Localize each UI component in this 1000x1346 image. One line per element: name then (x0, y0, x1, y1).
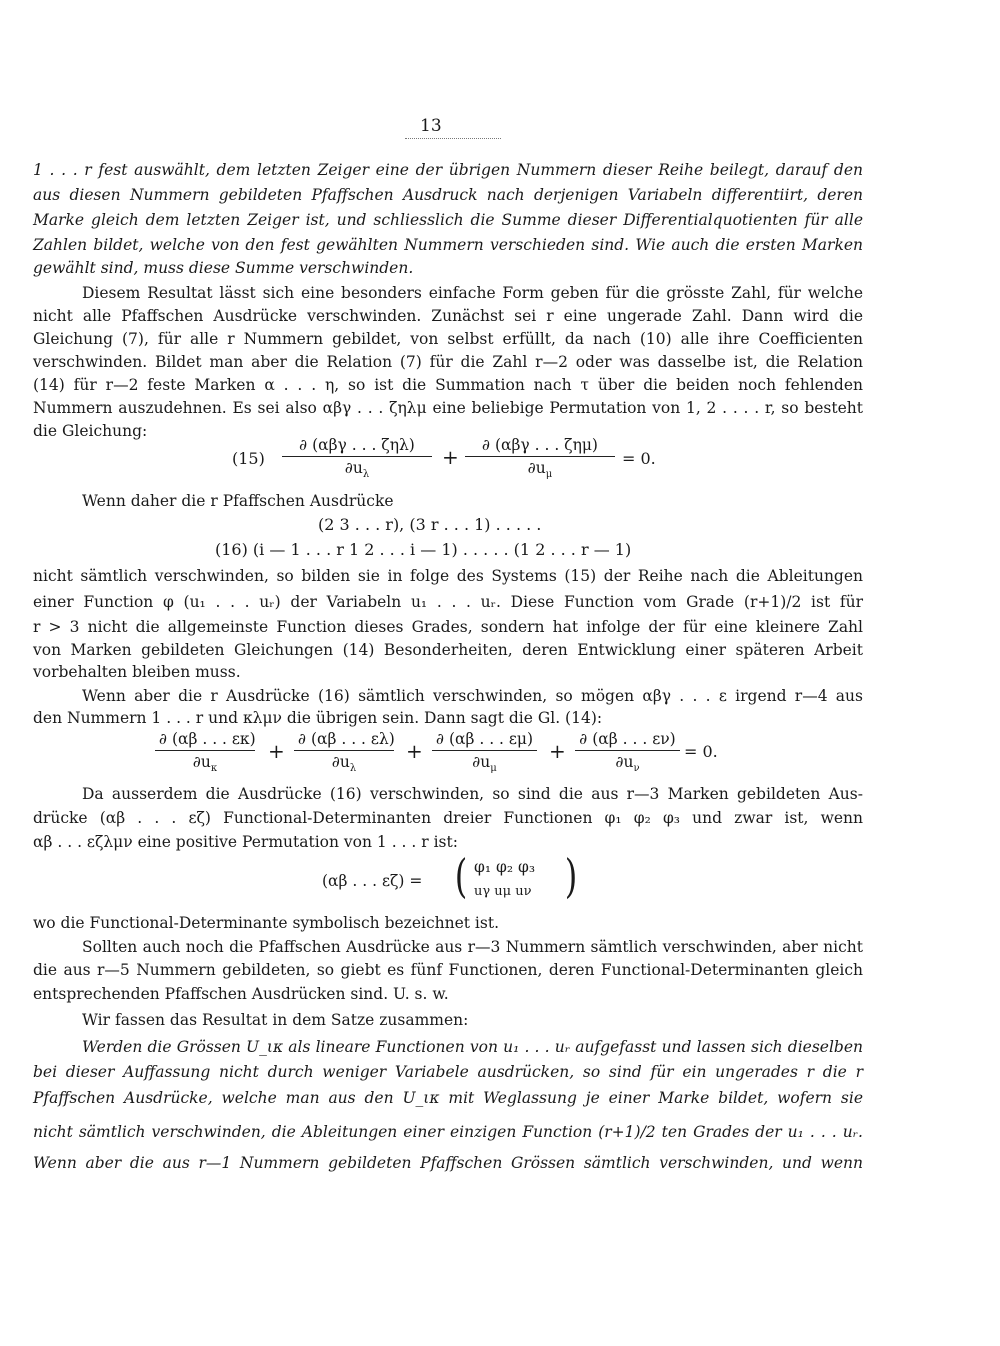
plus-sign: + (406, 739, 423, 763)
denominator-text: ∂u (472, 753, 491, 771)
text-line: einer Function φ (u₁ . . . uᵣ) der Variabeln u₁ . . . uᵣ. Diese Function vom Grade (r+1)/2 ist für (33, 593, 863, 611)
plus-sign: + (549, 739, 566, 763)
equation-rhs: = 0. (622, 449, 656, 468)
plus-sign: + (442, 445, 459, 469)
text-line: Pfaffschen Ausdrücke, welche man aus den U_ικ mit Weglassung je einer Marke bildet, wofern sie (33, 1089, 863, 1107)
equation-line: (16) (i — 1 . . . r 1 2 . . . i — 1) . . . . . (1 2 . . . r — 1) (215, 540, 632, 559)
determinant-bottom-row: uγ uμ uν (474, 884, 532, 899)
equation-rhs: = 0. (684, 742, 718, 761)
header-rule (405, 138, 501, 139)
denominator-subscript: κ (210, 763, 218, 775)
plus-sign: + (268, 739, 285, 763)
fraction-denominator (575, 751, 680, 774)
text-line: bei dieser Auffassung nicht durch weniger Variabele ausdrücken, so sind für ein ungerades r die r (33, 1063, 863, 1081)
right-paren: ) (564, 849, 578, 903)
text-line: Da ausserdem die Ausdrücke (16) verschwinden, so sind die aus r—3 Marken gebildeten Aus- (82, 785, 863, 803)
equation-fraction (282, 436, 432, 480)
equation-fraction (465, 436, 615, 480)
text-line: gewählt sind, muss diese Summe verschwinden. (33, 259, 414, 277)
fraction-numerator: ∂ (αβγ . . . ζημ) (465, 436, 615, 457)
text-line: Gleichung (7), für alle r Nummern gebildet, von selbst erfüllt, da nach (10) alle ihre Coefficienten (33, 330, 863, 348)
text-line: 1 . . . r fest auswählt, dem letzten Zeiger eine der übrigen Nummern dieser Reihe beilegt, darauf den (33, 161, 863, 179)
text-line: Wenn aber die r Ausdrücke (16) sämtlich verschwinden, so mögen αβγ . . . ε irgend r—4 aus (82, 687, 863, 705)
fraction-numerator: ∂ (αβ . . . εν) (575, 730, 680, 751)
text-line: Werden die Grössen U_ικ als lineare Functionen von u₁ . . . uᵣ aufgefasst und lassen sich dieselben (82, 1038, 863, 1056)
text-line: wo die Functional-Determinante symbolisch bezeichnet ist. (33, 914, 499, 932)
text-line: entsprechenden Pfaffschen Ausdrücken sind. U. s. w. (33, 985, 449, 1003)
text-line: vorbehalten bleiben muss. (33, 663, 241, 681)
fraction-numerator: ∂ (αβ . . . ελ) (294, 730, 394, 751)
fraction-denominator (465, 457, 615, 480)
text-line: Wir fassen das Resultat in dem Satze zusammen: (82, 1011, 469, 1029)
fraction-numerator: ∂ (αβ . . . εμ) (432, 730, 537, 751)
equation-label: (15) (232, 449, 265, 468)
text-line: verschwinden. Bildet man aber die Relation (7) für die Zahl r—2 oder was dasselbe ist, die Relation (33, 353, 863, 371)
fraction-denominator (282, 457, 432, 480)
text-line: von Marken gebildeten Gleichungen (14) Besonderheiten, deren Entwicklung einer späteren Arbeit (33, 641, 863, 659)
denominator-text: ∂u (331, 753, 350, 771)
page-number: 13 (420, 116, 442, 136)
denominator-text: ∂u (615, 753, 634, 771)
text-line: nicht sämtlich verschwinden, so bilden sie in folge des Systems (15) der Reihe nach die Ableitungen (33, 567, 863, 585)
denominator-subscript: λ (362, 469, 370, 481)
denominator-subscript: ν (633, 763, 640, 775)
equation-line: (2 3 . . . r), (3 r . . . 1) . . . . . (318, 515, 542, 534)
fraction-denominator (432, 751, 537, 774)
denominator-text: ∂u (192, 753, 211, 771)
fraction-numerator: ∂ (αβ . . . εκ) (155, 730, 255, 751)
text-line: Sollten auch noch die Pfaffschen Ausdrücke aus r—3 Nummern sämtlich verschwinden, aber nicht (82, 938, 863, 956)
text-line: Wenn aber die aus r—1 Nummern gebildeten Pfaffschen Grössen sämtlich verschwinden, und wenn (33, 1154, 863, 1172)
text-line: Marke gleich dem letzten Zeiger ist, und schliesslich die Summe dieser Differentialquotienten für alle (33, 211, 863, 229)
text-line: (14) für r—2 feste Marken α . . . η, so ist die Summation nach τ über die beiden noch fehlenden (33, 376, 863, 394)
determinant-top-row: φ₁ φ₂ φ₃ (474, 858, 536, 876)
denominator-text: ∂u (344, 459, 363, 477)
denominator-text: ∂u (527, 459, 546, 477)
denominator-subscript: λ (349, 763, 357, 775)
fraction-denominator (155, 751, 255, 774)
denominator-subscript: μ (490, 763, 497, 775)
equation-fraction (294, 730, 394, 774)
left-paren: ( (454, 849, 468, 903)
text-line: αβ . . . εζλμν eine positive Permutation von 1 . . . r ist: (33, 833, 458, 851)
text-line: die aus r—5 Nummern gebildeten, so giebt es fünf Functionen, deren Functional-Determinanten gleich (33, 961, 863, 979)
equation-fraction (575, 730, 680, 774)
denominator-subscript: μ (545, 469, 553, 481)
text-line: r > 3 nicht die allgemeinste Function dieses Grades, sondern hat infolge der für eine kleinere Zahl (33, 618, 863, 636)
fraction-denominator (294, 751, 394, 774)
text-line: nicht alle Pfaffschen Ausdrücke verschwinden. Zunächst sei r eine ungerade Zahl. Dann wird die (33, 307, 863, 325)
determinant-lhs: (αβ . . . εζ) = (322, 872, 423, 890)
text-line: Diesem Resultat lässt sich eine besonders einfache Form geben für die grösste Zahl, für welche (82, 284, 863, 302)
text-line: Wenn daher die r Pfaffschen Ausdrücke (82, 492, 394, 510)
equation-fraction (155, 730, 255, 774)
text-line: Nummern auszudehnen. Es sei also αβγ . . . ζηλμ eine beliebige Permutation von 1, 2 . . . . r, so besteht (33, 399, 863, 417)
text-line: Zahlen bildet, welche von den fest gewählten Nummern verschieden sind. Wie auch die ersten Marken (33, 236, 863, 254)
text-line: aus diesen Nummern gebildeten Pfaffschen Ausdruck nach derjenigen Variabeln differentiirt, deren (33, 186, 863, 204)
text-line: die Gleichung: (33, 422, 148, 440)
fraction-numerator: ∂ (αβγ . . . ζηλ) (282, 436, 432, 457)
text-line: nicht sämtlich verschwinden, die Ableitungen einer einzigen Function (r+1)/2 ten Grades der u₁ . . . uᵣ. (33, 1123, 863, 1141)
equation-fraction (432, 730, 537, 774)
text-line: den Nummern 1 . . . r und κλμν die übrigen sein. Dann sagt die Gl. (14): (33, 709, 603, 727)
text-line: drücke (αβ . . . εζ) Functional-Determinanten dreier Functionen φ₁ φ₂ φ₃ und zwar ist, wenn (33, 809, 863, 827)
